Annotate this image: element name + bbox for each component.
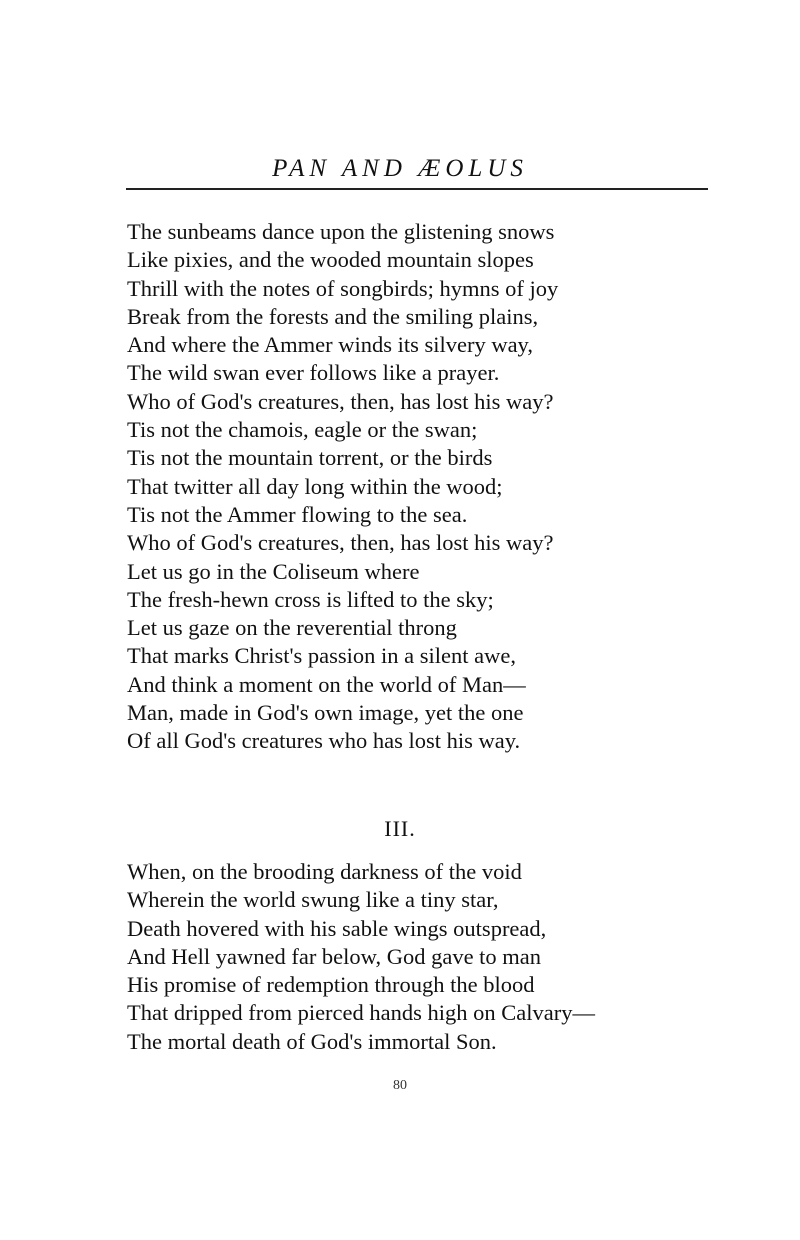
verse-line: The mortal death of God's immortal Son. [127, 1028, 497, 1054]
verse-line: And where the Ammer winds its silvery way, [127, 332, 533, 358]
verse-line: Wherein the world swung like a tiny star, [127, 887, 499, 913]
verse-line: That dripped from pierced hands high on Calvary— [127, 1000, 595, 1026]
verse-line: The wild swan ever follows like a prayer. [127, 360, 500, 386]
verse-line: Let us gaze on the reverential throng [127, 615, 457, 641]
verse-line: Tis not the mountain torrent, or the birds [127, 445, 493, 471]
verse-line: The fresh-hewn cross is lifted to the sky; [127, 586, 494, 612]
verse-line: Break from the forests and the smiling plains, [127, 303, 539, 329]
verse-line: Tis not the chamois, eagle or the swan; [127, 417, 478, 443]
verse-line: Who of God's creatures, then, has lost his way? [127, 388, 554, 414]
verse-line: That twitter all day long within the wood; [127, 473, 503, 499]
verse-line: Let us go in the Coliseum where [127, 558, 420, 584]
verse-line: And Hell yawned far below, God gave to man [127, 943, 542, 969]
verse-line: Man, made in God's own image, yet the one [127, 700, 524, 726]
verse-line: Like pixies, and the wooded mountain slopes [127, 247, 534, 273]
section-number: III. [384, 816, 416, 841]
verse-line: The sunbeams dance upon the glistening snows [127, 219, 555, 244]
running-title: PAN AND ÆOLUS [272, 155, 528, 182]
header-rule [126, 188, 708, 190]
verse-line: Death hovered with his sable wings outspread, [127, 915, 547, 941]
stanza-2 [127, 858, 595, 1056]
verse-line: And think a moment on the world of Man— [127, 671, 526, 697]
verse-line: His promise of redemption through the blood [127, 972, 535, 998]
verse-line: Who of God's creatures, then, has lost his way? [127, 530, 554, 556]
verse-line: That marks Christ's passion in a silent awe, [127, 643, 516, 669]
verse-line: Of all God's creatures who has lost his way. [127, 728, 521, 754]
verse-line: Thrill with the notes of songbirds; hymns of joy [127, 275, 559, 301]
verse-line: When, on the brooding darkness of the void [127, 859, 522, 884]
page-number: 80 [393, 1078, 407, 1093]
stanza-1 [127, 218, 558, 756]
verse-line: Tis not the Ammer flowing to the sea. [127, 501, 468, 527]
